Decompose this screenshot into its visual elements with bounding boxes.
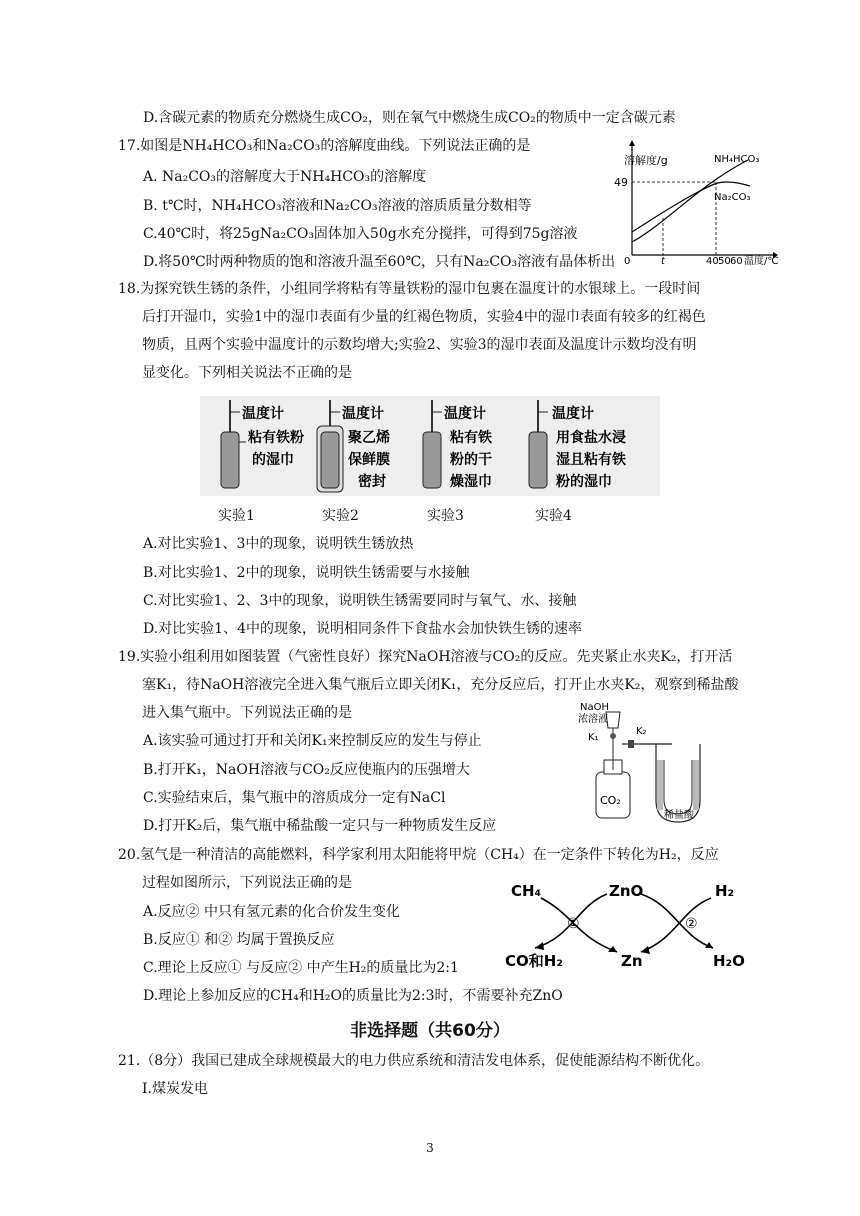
- naoh-label-2: 浓溶液: [578, 714, 608, 725]
- q18-option-a: A.对比实验1、3中的现象，说明铁生锈放热: [143, 536, 414, 552]
- q19-option-c: C.实验结束后，集气瓶中的溶质成分一定有NaCl: [143, 790, 446, 806]
- exp1-label-3: 的湿巾: [252, 452, 294, 468]
- q18-stem-2: 后打开湿巾，实验1中的湿巾表面有少量的红褐色物质，实验4中的湿巾表面有较多的红褐色: [142, 309, 706, 325]
- q19-stem-1: 19.实验小组利用如图装置（气密性良好）探究NaOH溶液与CO₂的反应。先夹紧止水夹K₂，打开活: [118, 649, 733, 665]
- y-axis-arrow: [629, 140, 635, 146]
- q18-option-d: D.对比实验1、4中的现象，说明相同条件下食盐水会加快铁生锈的速率: [143, 621, 582, 637]
- q19-option-d: D.打开K₂后，集气瓶中稀盐酸一定只与一种物质发生反应: [143, 818, 497, 834]
- q18-option-c: C.对比实验1、2、3中的现象，说明铁生锈需要同时与氧气、水、接触: [143, 593, 577, 609]
- co-h2-label: CO和H₂: [505, 952, 563, 970]
- exp3-label-1: 温度计: [444, 406, 486, 422]
- q17-option-a: A. Na₂CO₃的溶解度大于NH₄HCO₃的溶解度: [143, 169, 427, 185]
- q17-option-c: C.40℃时，将25gNa₂CO₃固体加入50g水充分搅拌，可得到75g溶液: [143, 226, 578, 242]
- h2-label: H₂: [715, 882, 735, 900]
- k1-stopcock: [610, 733, 616, 739]
- co2-label: CO₂: [600, 794, 621, 807]
- x-tick-40: 40: [706, 256, 719, 267]
- zno-label: ZnO: [609, 882, 644, 900]
- q20-option-b: B.反应① 和② 均属于置换反应: [143, 932, 335, 948]
- x-tick-t: t: [661, 256, 665, 267]
- x-tick-0: 0: [624, 256, 631, 267]
- q18-option-b: B.对比实验1、2中的现象，说明铁生锈需要与水接触: [143, 565, 470, 581]
- q18-stem-3: 物质，且两个实验中温度计的示数均增大;实验2、实验3的湿巾表面及温度计示数均没有明: [142, 337, 697, 353]
- funnel: [606, 712, 620, 728]
- exp3-label-4: 燥湿巾: [450, 474, 492, 490]
- solubility-chart: [614, 140, 779, 269]
- q17-option-b: B. t℃时，NH₄HCO₃溶液和Na₂CO₃溶液的溶质质量分数相等: [143, 198, 532, 214]
- q20-stem-2: 过程如图所示，下列说法正确的是: [142, 875, 352, 891]
- exp4-label-4: 粉的湿巾: [556, 474, 612, 490]
- rust-experiments-figure: [200, 396, 660, 500]
- ch4-label: CH₄: [511, 882, 542, 900]
- k2-clamp: [628, 740, 634, 748]
- q17-option-d: D.将50℃时两种物质的饱和溶液升温至60℃，只有Na₂CO₃溶液有晶体析出: [143, 254, 616, 270]
- x-tick-50: 50: [718, 256, 731, 267]
- exp2-label-4: 密封: [358, 474, 386, 490]
- exp1-caption: 实验1: [218, 508, 255, 524]
- naoh-label: NaOH: [580, 702, 609, 713]
- reaction2-marker: ②: [685, 916, 698, 932]
- reaction1-arrow-upper-head: [535, 942, 544, 950]
- exp4-label-2: 用食盐水浸: [556, 430, 626, 446]
- exp2-label-2: 聚乙烯: [348, 430, 390, 446]
- exp3-caption: 实验3: [427, 508, 464, 524]
- series-label-nh4hco3: NH₄HCO₃: [714, 154, 760, 165]
- u-tube-inner: [664, 760, 692, 814]
- exp3-label-2: 粘有铁: [450, 430, 492, 446]
- q20-option-d: D.理论上参加反应的CH₄和H₂O的质量比为2:3时，不需要补充ZnO: [143, 988, 563, 1004]
- na2co3-curve: [632, 182, 750, 232]
- h2-production-cycle-diagram: [505, 876, 765, 976]
- exp4-label-1: 温度计: [552, 406, 594, 422]
- k2-label: K₂: [636, 726, 647, 737]
- zn-label: Zn: [621, 952, 643, 970]
- page-number: 3: [426, 1141, 434, 1155]
- q21-subheading: I.煤炭发电: [142, 1081, 208, 1097]
- section-title: 非选择题（共60分）: [350, 1021, 510, 1041]
- exp1-label-2: 粘有铁粉: [248, 430, 304, 446]
- naoh-co2-apparatus: [560, 700, 720, 832]
- exp2-label-3: 保鲜膜: [348, 452, 390, 468]
- q20-option-c: C.理论上反应① 与反应② 中产生H₂的质量比为2:1: [143, 960, 459, 976]
- q21-stem: 21.（8分）我国已建成全球规模最大的电力供应系统和清洁发电体系，促使能源结构不断优化。: [118, 1053, 710, 1069]
- acid-right: [693, 760, 699, 810]
- exp2-label-1: 温度计: [342, 406, 384, 422]
- x-tick-60: 60: [730, 256, 743, 267]
- q19-option-b: B.打开K₁，NaOH溶液与CO₂反应使瓶内的压强增大: [143, 762, 470, 778]
- acid-left: [657, 760, 663, 810]
- series-label-na2co3: Na₂CO₃: [714, 192, 751, 203]
- reaction2-arrow-upper: [641, 898, 711, 952]
- q20-option-a: A.反应② 中只有氢元素的化合价发生变化: [143, 904, 401, 920]
- q18-stem-1: 18.为探究铁生锈的条件，小组同学将粘有等量铁粉的湿巾包裹在温度计的水银球上。一段时间: [118, 281, 701, 297]
- q17-stem: 17.如图是NH₄HCO₃和Na₂CO₃的溶解度曲线。下列说法正确的是: [118, 138, 531, 154]
- q19-option-a: A.该实验可通过打开和关闭K₁来控制反应的发生与停止: [143, 733, 482, 749]
- q19-stem-2: 塞K₁，待NaOH溶液完全进入集气瓶后立即关闭K₁，充分反应后，打开止水夹K₂，观察到稀盐酸: [142, 677, 739, 693]
- h2o-label: H₂O: [713, 952, 745, 970]
- x-axis-label: 温度/℃: [744, 256, 779, 267]
- q20-stem-1: 20.氢气是一种清洁的高能燃料，科学家利用太阳能将甲烷（CH₄）在一定条件下转化为H₂，反应: [118, 847, 719, 863]
- exp3-label-3: 粉的干: [450, 452, 492, 468]
- exp4-caption: 实验4: [535, 508, 572, 524]
- exp1-label-1: 温度计: [242, 406, 284, 422]
- y-tick-49: 49: [614, 176, 628, 189]
- y-axis-label: 溶解度/g: [624, 154, 668, 167]
- reaction1-marker: ①: [567, 916, 580, 932]
- q16-option-d: D.含碳元素的物质充分燃烧生成CO₂，则在氧气中燃烧生成CO₂的物质中一定含碳元素: [143, 110, 676, 126]
- q19-stem-3: 进入集气瓶中。下列说法正确的是: [142, 705, 352, 721]
- exp4-label-3: 湿且粘有铁: [556, 452, 626, 468]
- q18-stem-4: 显变化。下列相关说法不正确的是: [142, 365, 352, 381]
- k1-label: K₁: [588, 732, 599, 743]
- acid-label: 稀盐酸: [664, 810, 694, 821]
- exp2-caption: 实验2: [322, 508, 359, 524]
